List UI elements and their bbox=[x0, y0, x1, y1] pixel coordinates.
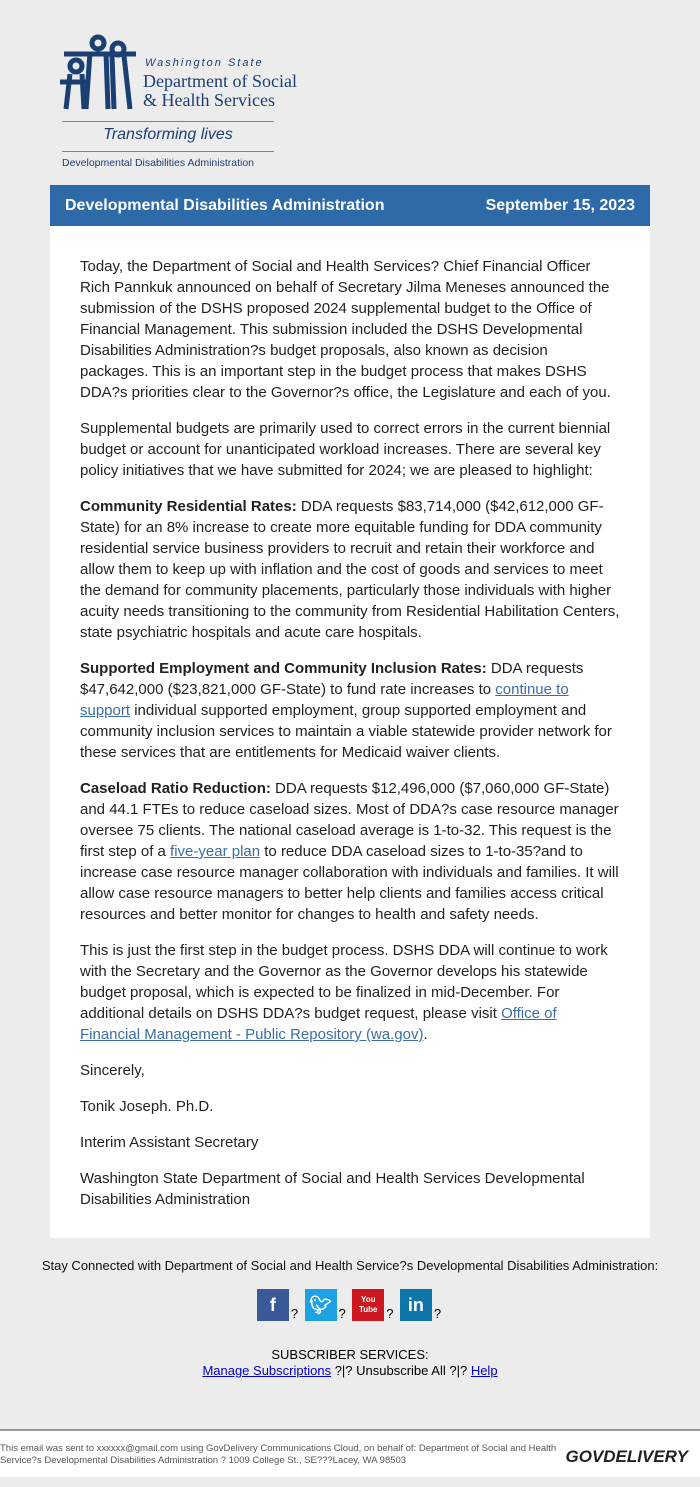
logo-state: Washington State bbox=[145, 57, 264, 69]
paragraph: Supplemental budgets are primarily used to correct errors in the current biennial budget or account for unanticipated workload increases. There are several key policy initiatives that we have submitted for 2024; we are pleased to highlight: bbox=[80, 420, 611, 479]
signer-role: Interim Assistant Secretary bbox=[80, 1134, 259, 1151]
five-year-plan-link[interactable]: five-year plan bbox=[170, 843, 261, 860]
youtube-icon[interactable]: You Tube bbox=[352, 1289, 384, 1321]
dshs-logo bbox=[0, 0, 700, 185]
people-logo-icon bbox=[60, 34, 136, 112]
paragraph: Caseload Ratio Reduction: DDA requests $12,496,000 ($7,060,000 GF-State) and 44.1 FTEs to reduce caseload sizes. Most of DDA?s case resource manager oversee 75 clients. The national caseload average is 1-to-32. This request is the first step of a five-year plan to reduce DDA caseload sizes to 1-to-35?and to increase case resource manager collaboration with individuals and families. It will allow case resource managers to better help clients and families access critical resources and better monitor for changes to health and safety needs. bbox=[80, 780, 619, 923]
header-title: Developmental Disabilities Administration bbox=[65, 196, 385, 214]
divider bbox=[62, 121, 274, 122]
continue-to-support-link[interactable]: continue to support bbox=[80, 681, 569, 719]
logo-division: Developmental Disabilities Administration bbox=[62, 157, 255, 169]
email-body bbox=[50, 226, 650, 1238]
subscriber-services-title: SUBSCRIBER SERVICES: bbox=[271, 1347, 429, 1362]
signer-name: Tonik Joseph. Ph.D. bbox=[80, 1098, 214, 1115]
govdelivery-logo: GOVDELIVERY bbox=[565, 1447, 688, 1466]
linkedin-icon[interactable]: in bbox=[400, 1289, 432, 1321]
header-date: September 15, 2023 bbox=[485, 196, 635, 214]
header-bar bbox=[50, 185, 650, 226]
paragraph: Today, the Department of Social and Health Services? Chief Financial Officer Rich Pannkuk announced on behalf of Secretary Jilma Meneses announced the submission of the DSHS proposed 2024 supplemental budget to the Office of Financial Management. This submission included the DSHS Developmental Disabilities Administration?s budget proposals, also known as decision packages. This is an important step in the budget process that makes DSHS DDA?s priorities clear to the Governor?s office, the Legislature and each of you. bbox=[80, 258, 611, 401]
twitter-icon[interactable]: 🐦︎ bbox=[305, 1289, 337, 1321]
paragraph: This is just the first step in the budget process. DSHS DDA will continue to work with the Secretary and the Governor as the Governor develops his statewide budget proposal, which is expected to be finalized in mid-December. For additional details on DSHS DDA?s budget request, please visit Office of Financial Management - Public Repository (wa.gov). bbox=[80, 942, 608, 1043]
divider bbox=[62, 151, 274, 152]
social-links: f ? 🐦︎ ? You Tube ? in ? bbox=[0, 1289, 700, 1321]
facebook-icon[interactable]: f bbox=[257, 1289, 289, 1321]
legal-text: This email was sent to xxxxxx@gmail.com using GovDelivery Communications Cloud, on behalf of: Department of Social and Health Service?s Developmental Disabilities Administration ? 1009 College St., SE???Lacey, WA 98503 bbox=[0, 1443, 557, 1466]
subscriber-services: SUBSCRIBER SERVICES: Manage Subscriptions ?|? Unsubscribe All ?|? Help bbox=[0, 1347, 700, 1379]
legal-footer bbox=[0, 1429, 700, 1477]
paragraph: Supported Employment and Community Inclusion Rates: DDA requests $47,642,000 ($23,821,000 GF-State) to fund rate increases to continue to support individual supported employment, group supported employment and community inclusion services to maintain a viable statewide provider network for these services that are entitlements for Medicaid waiver clients. bbox=[80, 660, 612, 761]
unsubscribe-all[interactable]: Unsubscribe All bbox=[356, 1363, 446, 1378]
ofm-repository-link[interactable]: Office of Financial Management - Public Repository (wa.gov) bbox=[80, 1005, 557, 1043]
closing: Sincerely, bbox=[80, 1062, 145, 1079]
logo-tagline: Transforming lives bbox=[103, 126, 233, 143]
paragraph: Community Residential Rates: DDA requests $83,714,000 ($42,612,000 GF-State) for an 8% increase to create more equitable funding for DDA community residential service business providers to recruit and retain their workforce and allow them to keep up with inflation and the cost of goods and services to meet the demand for community placements, particularly those individuals with higher acuity needs transitioning to the community from Residential Habilitation Centers, state psychiatric hospitals and acute care hospitals. bbox=[80, 498, 620, 641]
help-link[interactable]: Help bbox=[470, 1363, 498, 1378]
manage-subscriptions-link[interactable]: Manage Subscriptions bbox=[202, 1363, 332, 1378]
signer-org: Washington State Department of Social and Health Services Developmental Disabilities Administration bbox=[80, 1170, 585, 1208]
logo-department: Department of Social & Health Services bbox=[143, 71, 297, 110]
stay-connected-text: Stay Connected with Department of Social and Health Service?s Developmental Disabilities Administration: bbox=[41, 1258, 659, 1273]
